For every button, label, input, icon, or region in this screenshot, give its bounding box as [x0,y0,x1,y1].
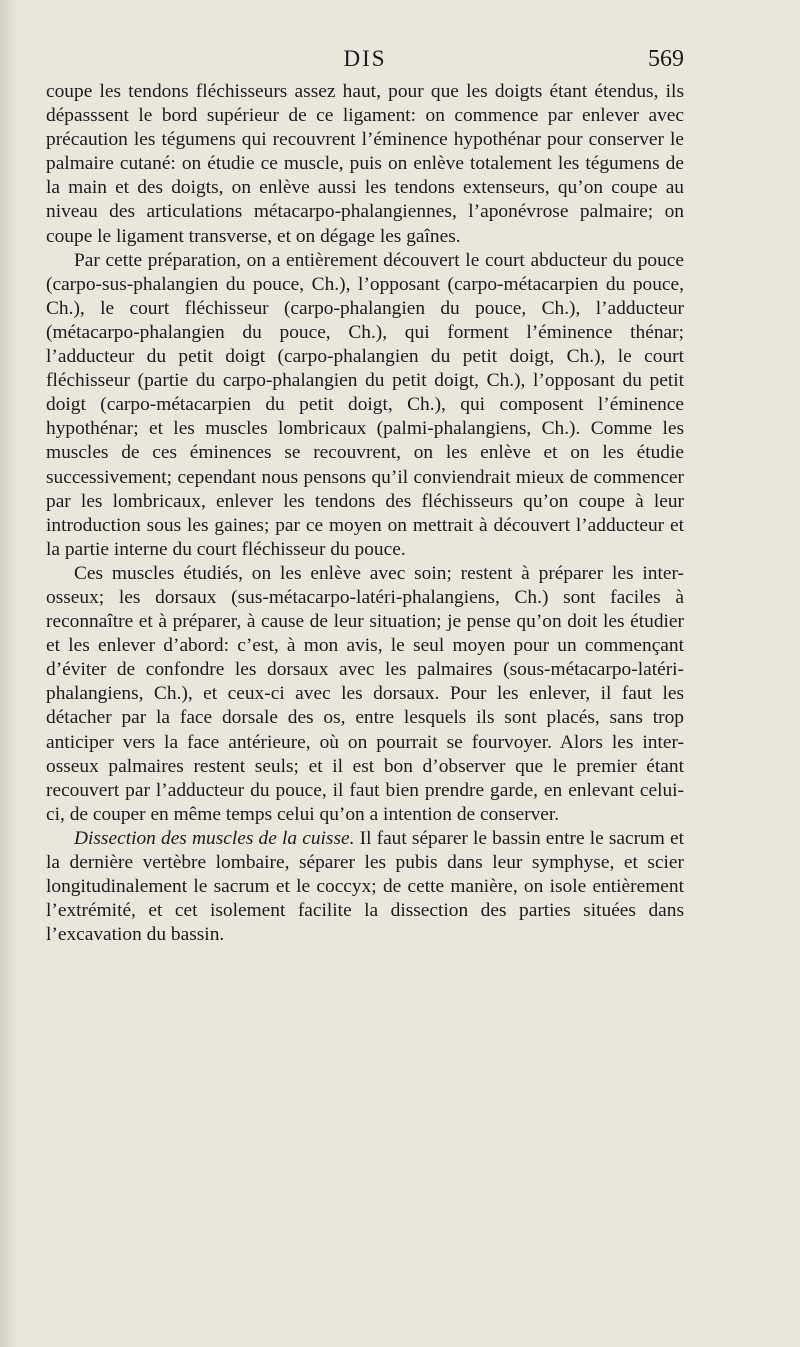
page-number: 569 [648,46,684,72]
paragraph [46,249,684,562]
running-head-title: DIS [343,46,387,71]
paragraph [46,562,684,827]
running-head [46,42,684,76]
paragraph-text: coupe les tendons fléchisseurs assez haut, pour que les doigts étant étendus, ils dépasssent le bord supérieur de ce ligament: on commence par enlever avec précaution les tégumens qui recouvrent l’éminence hypothénar pour conserver le palmaire cutané: on étudie ce muscle, puis on enlève totalement les tégumens de la main et des doigts, on enlève aussi les tendons extenseurs, qu’on coupe au niveau des articulations métacarpo-phalangiennes, l’aponévrose palmaire; on coupe le ligament transverse, et on dégage les gaînes. [46,81,684,247]
paragraph-text: Ces muscles étudiés, on les enlève avec soin; restent à préparer les inter-osseux; les dorsaux (sus-métacarpo-latéri-phalangiens, Ch.) sont faciles à reconnaître et à préparer, à cause de leur situation; je pense qu’on doit les étudier et les enlever d’abord: c’est, à mon avis, le seul moyen pour un commençant d’éviter de confondre les dorsaux avec les palmaires (sous-métacarpo-latéri-phalangiens, Ch.), et ceux-ci avec les dorsaux. Pour les enlever, il faut les détacher par la face dorsale des os, entre lesquels ils sont placés, sans trop anticiper vers la face antérieure, où on pourrait se fourvoyer. Alors les inter-osseux palmaires restent seuls; et il est bon d’observer que le premier étant recouvert par l’adducteur du pouce, il faut bien prendre garde, en enlevant celui-ci, de couper en même temps celui qu’on a intention de conserver. [46,562,684,825]
paragraph-continuation [46,80,684,249]
section-heading-italic: Dissection des muscles de la cuisse. [74,827,355,849]
page-text [46,80,684,947]
paragraph-text: Par cette préparation, on a entièrement découvert le court abducteur du pouce (carpo-sus-phalangien du pouce, Ch.), l’opposant (carpo-métacarpien du pouce, Ch.), le court fléchisseur (carpo-phalangien du pouce, Ch.), l’adducteur (métacarpo-phalangien du pouce, Ch.), qui forment l’éminence thénar; l’adducteur du petit doigt (carpo-phalangien du petit doigt, Ch.), le court fléchisseur (partie du carpo-phalangien du petit doigt, Ch.), l’opposant du petit doigt (carpo-métacarpien du petit doigt, Ch.), qui composent l’éminence hypothénar; et les muscles lombricaux (palmi-phalangiens, Ch.). Comme les muscles de ces éminences se recouvrent, on les enlève et on les étudie successivement; cependant nous pensons qu’il conviendrait mieux de commencer par les lombricaux, enlever les tendons des fléchisseurs qu’on coupe à leur introduction sous les gaines; par ce moyen on mettrait à découvert l’adducteur et la partie interne du court fléchisseur du pouce. [46,249,684,560]
paragraph-section [46,827,684,947]
paragraph-text: Il faut séparer le bassin entre le sacrum et la dernière vertèbre lombaire, séparer les pubis dans leur symphyse, et scier longitudinalement le sacrum et le coccyx; de cette manière, on isole entièrement l’extrémité, et cet isolement facilite la dissection des parties situées dans l’excavation du bassin. [46,827,684,946]
